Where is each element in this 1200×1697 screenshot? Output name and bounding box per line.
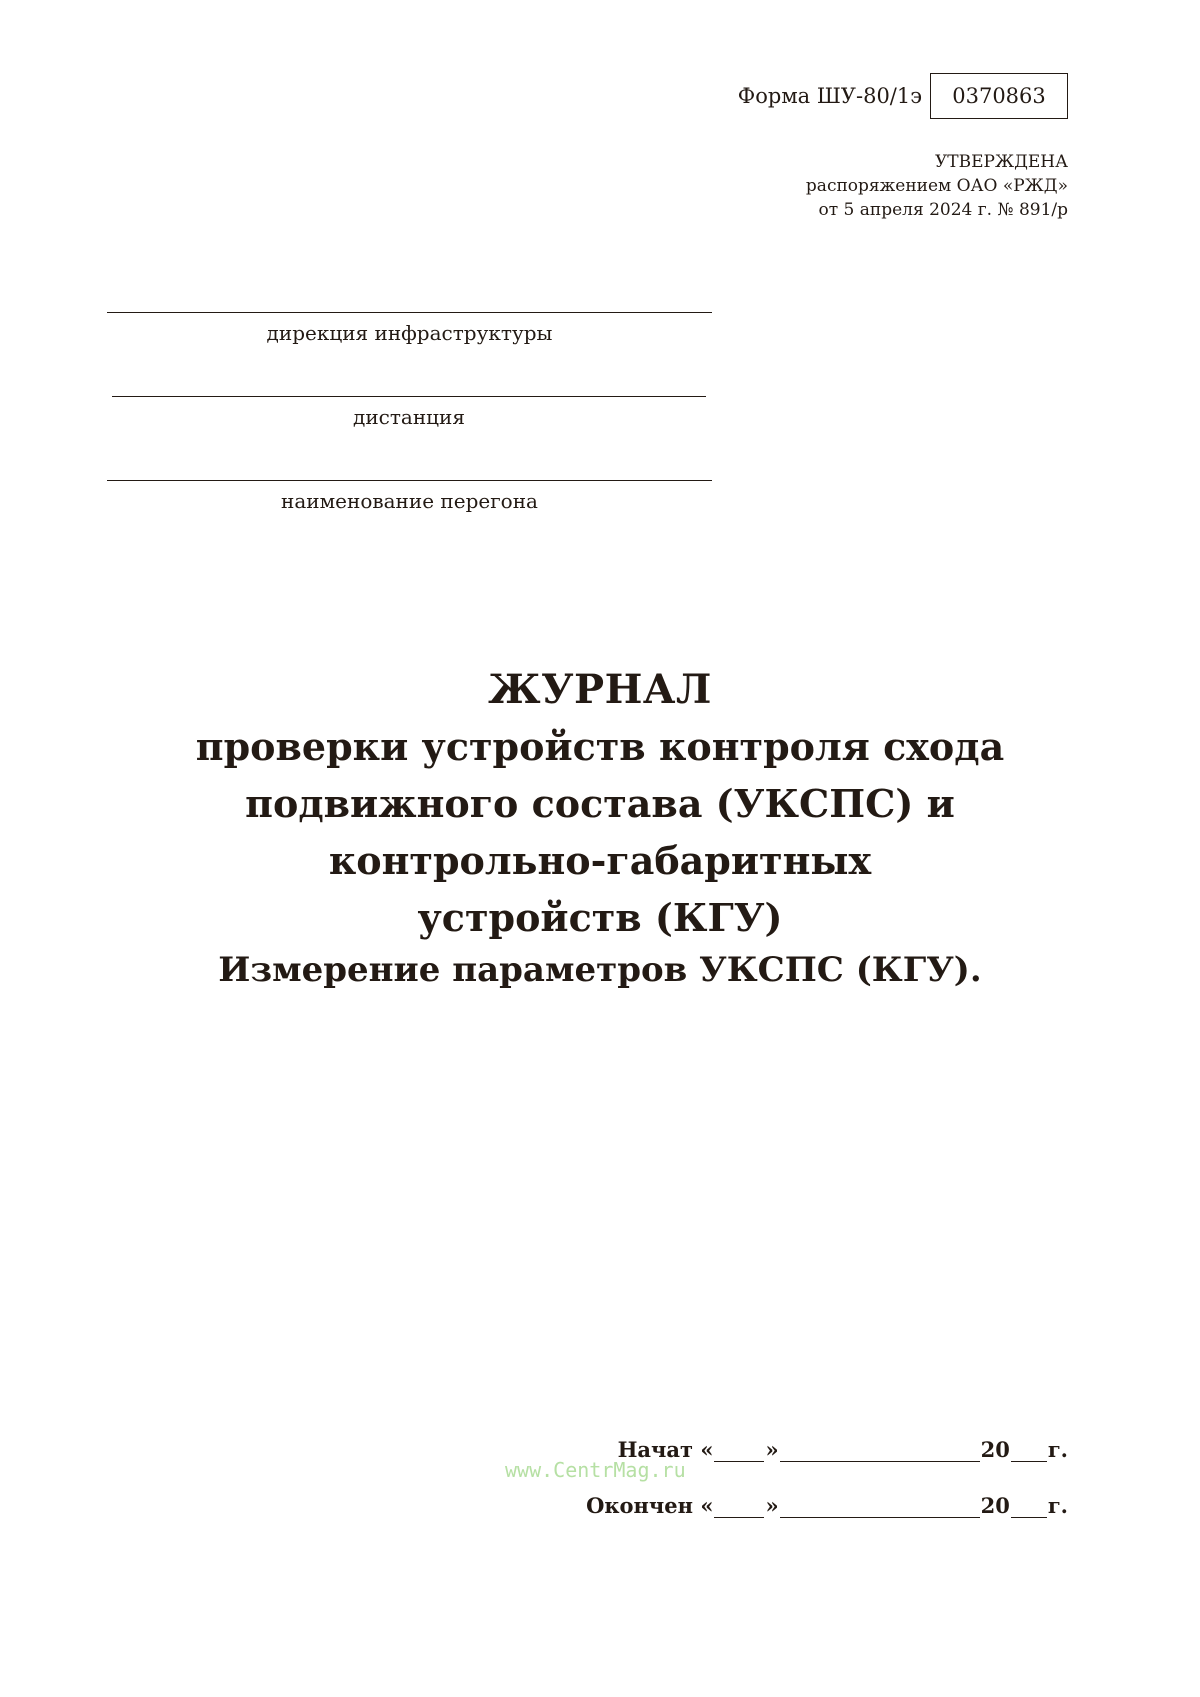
approved-date: от 5 апреля 2024 г. № 891/р: [818, 200, 1068, 220]
title-line-4: устройств (КГУ): [417, 895, 783, 940]
started-century: 20: [980, 1437, 1010, 1462]
finished-label: Окончен «: [586, 1493, 714, 1518]
distance-line: [112, 396, 706, 397]
started-month-blank: [780, 1441, 980, 1462]
finished-quote-close: »: [765, 1493, 779, 1518]
started-quote-close: »: [765, 1437, 779, 1462]
distance-caption: дистанция: [353, 405, 465, 429]
watermark: www.CentrMag.ru: [505, 1458, 686, 1482]
approval-block: [806, 150, 1068, 222]
distance-field: [112, 396, 706, 429]
directorate-field: [107, 312, 712, 345]
title-line-2: подвижного состава (УКСПС) и: [245, 781, 955, 826]
started-day-blank: [714, 1441, 764, 1462]
form-header: [738, 72, 1068, 120]
approved-title: УТВЕРЖДЕНА: [935, 152, 1068, 172]
finished-date: [586, 1493, 1068, 1518]
finished-day-blank: [714, 1497, 764, 1518]
started-year-blank: [1011, 1441, 1047, 1462]
title-subtitle: Измерение параметров УКСПС (КГУ).: [218, 950, 982, 990]
form-label: Форма ШУ-80/1э: [737, 84, 922, 108]
finished-century: 20: [980, 1493, 1010, 1518]
approved-by: распоряжением ОАО «РЖД»: [805, 176, 1068, 196]
form-number-box: 0370863: [930, 73, 1068, 119]
section-field: [107, 480, 712, 513]
finished-month-blank: [780, 1497, 980, 1518]
started-date: [618, 1437, 1068, 1462]
title-line-1: проверки устройств контроля схода: [195, 724, 1005, 769]
directorate-line: [107, 312, 712, 313]
title-line-3: контрольно-габаритных: [328, 838, 872, 883]
directorate-caption: дирекция инфраструктуры: [266, 321, 553, 345]
started-year-suffix: г.: [1047, 1437, 1068, 1462]
finished-year-blank: [1011, 1497, 1047, 1518]
section-line: [107, 480, 712, 481]
title-main: ЖУРНАЛ: [488, 666, 712, 713]
document-title: [80, 662, 1120, 994]
finished-year-suffix: г.: [1047, 1493, 1068, 1518]
section-caption: наименование перегона: [281, 489, 538, 513]
started-label: Начат «: [617, 1437, 714, 1462]
